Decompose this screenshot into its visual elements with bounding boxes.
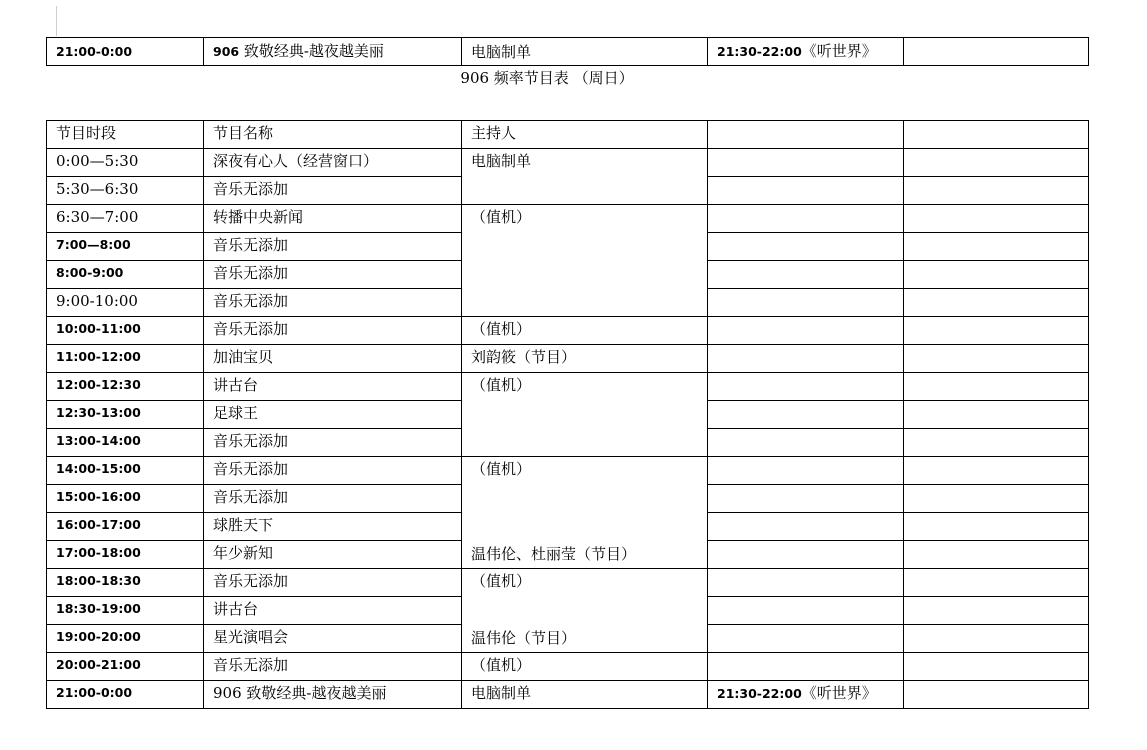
empty-cell [708, 569, 904, 597]
empty-cell [708, 485, 904, 513]
host-cell: 刘韵筱（节目） [462, 345, 708, 373]
program-name-cell: 音乐无添加 [204, 233, 462, 261]
time-cell: 21:00-0:00 [47, 38, 204, 66]
empty-cell [708, 373, 904, 401]
time-cell: 18:30-19:00 [47, 597, 204, 625]
time-cell: 21:00-0:00 [47, 681, 204, 709]
empty-cell [708, 457, 904, 485]
table-row [47, 457, 1089, 485]
empty-cell [708, 149, 904, 177]
table-row [47, 373, 1089, 401]
program-name-cell: 音乐无添加 [204, 261, 462, 289]
program-name-cell: 讲古台 [204, 597, 462, 625]
time-cell: 17:00-18:00 [47, 541, 204, 569]
program-name-cell: 年少新知 [204, 541, 462, 569]
empty-cell [708, 205, 904, 233]
empty-cell [708, 345, 904, 373]
extra-time: 21:30-22:00 [717, 44, 802, 59]
empty-cell [708, 261, 904, 289]
empty-cell [904, 261, 1089, 289]
host-cell [462, 569, 708, 653]
header-row [47, 121, 1089, 149]
program-name-cell: 足球王 [204, 401, 462, 429]
empty-cell [708, 625, 904, 653]
empty-cell [708, 513, 904, 541]
time-cell: 8:00-9:00 [47, 261, 204, 289]
program-name-cell: 音乐无添加 [204, 317, 462, 345]
host-program-label: 温伟伦、杜丽莹（节目） [471, 545, 637, 563]
table-row [47, 653, 1089, 681]
empty-cell [708, 653, 904, 681]
table-row [47, 38, 1089, 66]
program-name-cell: 音乐无添加 [204, 485, 462, 513]
empty-cell [708, 541, 904, 569]
time-cell: 9:00-10:00 [47, 289, 204, 317]
time-cell: 13:00-14:00 [47, 429, 204, 457]
time-cell: 14:00-15:00 [47, 457, 204, 485]
time-cell: 10:00-11:00 [47, 317, 204, 345]
time-cell: 15:00-16:00 [47, 485, 204, 513]
previous-schedule-last-row [46, 37, 1089, 66]
time-cell: 12:00-12:30 [47, 373, 204, 401]
host-cell: （值机） [462, 653, 708, 681]
host-cell: （值机） [462, 373, 708, 457]
host-duty-label: （值机） [471, 572, 532, 590]
extra-cell [708, 681, 904, 709]
header-host: 主持人 [462, 121, 708, 149]
program-name-cell: 音乐无添加 [204, 289, 462, 317]
time-cell: 16:00-17:00 [47, 513, 204, 541]
empty-cell [904, 317, 1089, 345]
empty-cell [904, 205, 1089, 233]
empty-cell [708, 289, 904, 317]
empty-cell [708, 401, 904, 429]
program-name-cell: 深夜有心人（经营窗口） [204, 149, 462, 177]
program-name-cell: 音乐无添加 [204, 457, 462, 485]
program-name-cell: 球胜天下 [204, 513, 462, 541]
header-time: 节目时段 [47, 121, 204, 149]
time-cell: 6:30—7:00 [47, 205, 204, 233]
extra-cell [708, 38, 904, 66]
time-cell: 11:00-12:00 [47, 345, 204, 373]
empty-cell [708, 121, 904, 149]
empty-cell [904, 177, 1089, 205]
time-cell: 18:00-18:30 [47, 569, 204, 597]
program-name-cell: 音乐无添加 [204, 569, 462, 597]
empty-cell [904, 149, 1089, 177]
program-name-rest: 致敬经典-越夜越美丽 [239, 42, 384, 60]
header-name: 节目名称 [204, 121, 462, 149]
empty-cell [904, 513, 1089, 541]
empty-cell [904, 457, 1089, 485]
program-name-cell: 星光演唱会 [204, 625, 462, 653]
time-cell: 0:00—5:30 [47, 149, 204, 177]
empty-cell [904, 401, 1089, 429]
empty-cell [708, 233, 904, 261]
program-name-cell: 转播中央新闻 [204, 205, 462, 233]
host-cell: 电脑制单 [462, 38, 708, 66]
table-row [47, 149, 1089, 177]
extra-title: 《听世界》 [801, 42, 877, 60]
empty-cell [708, 317, 904, 345]
host-duty-label: （值机） [471, 460, 532, 478]
empty-cell [708, 597, 904, 625]
text-cursor-mark [56, 6, 57, 36]
empty-cell [904, 233, 1089, 261]
time-cell: 7:00—8:00 [47, 233, 204, 261]
program-name-cell: 音乐无添加 [204, 177, 462, 205]
program-name-cell: 讲古台 [204, 373, 462, 401]
empty-cell [904, 569, 1089, 597]
empty-cell [904, 289, 1089, 317]
host-cell: 电脑制单 [462, 149, 708, 205]
extra-title: 《听世界》 [801, 684, 877, 702]
host-cell: （值机） [462, 205, 708, 317]
host-cell [462, 457, 708, 569]
empty-cell [708, 429, 904, 457]
program-name-prefix: 906 [213, 44, 240, 59]
empty-cell [904, 653, 1089, 681]
empty-cell [904, 121, 1089, 149]
table-row [47, 681, 1089, 709]
table-row [47, 317, 1089, 345]
host-cell: （值机） [462, 317, 708, 345]
empty-cell [708, 177, 904, 205]
empty-cell [904, 429, 1089, 457]
empty-cell [904, 625, 1089, 653]
program-name-cell: 音乐无添加 [204, 653, 462, 681]
empty-cell [904, 38, 1089, 66]
time-cell: 19:00-20:00 [47, 625, 204, 653]
empty-cell [904, 541, 1089, 569]
host-cell: 电脑制单 [462, 681, 708, 709]
empty-cell [904, 345, 1089, 373]
empty-cell [904, 485, 1089, 513]
table-row [47, 205, 1089, 233]
program-name-cell: 906 致敬经典-越夜越美丽 [204, 681, 462, 709]
schedule-title: 906 频率节目表 （周日） [460, 69, 634, 87]
time-cell: 5:30—6:30 [47, 177, 204, 205]
extra-time: 21:30-22:00 [717, 686, 802, 701]
host-program-label: 温伟伦（节目） [471, 629, 577, 647]
time-cell: 12:30-13:00 [47, 401, 204, 429]
empty-cell [904, 597, 1089, 625]
empty-cell [904, 681, 1089, 709]
empty-cell [904, 373, 1089, 401]
table-row [47, 569, 1089, 597]
time-cell: 20:00-21:00 [47, 653, 204, 681]
schedule-table [46, 120, 1089, 709]
table-row [47, 345, 1089, 373]
program-name-cell: 音乐无添加 [204, 429, 462, 457]
program-name-cell: 加油宝贝 [204, 345, 462, 373]
program-name-cell [204, 38, 462, 66]
